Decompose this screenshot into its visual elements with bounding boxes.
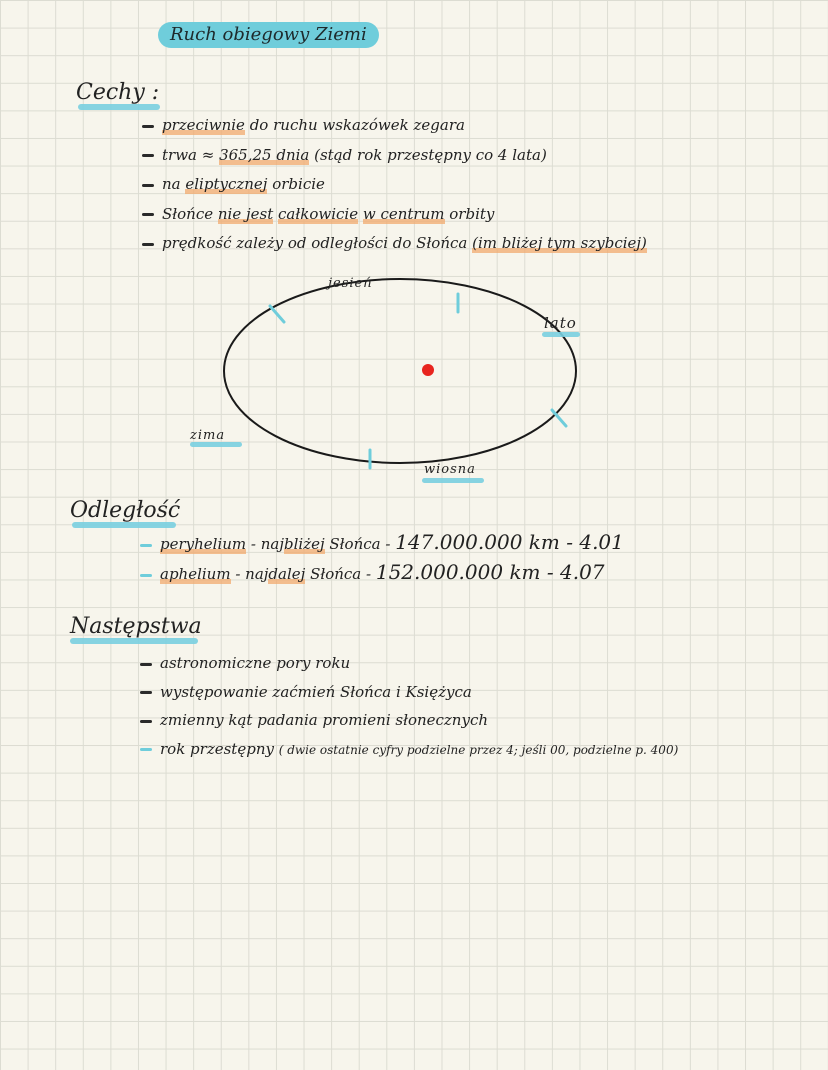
season-underline	[542, 332, 580, 337]
text-segment: - naj	[230, 565, 269, 583]
bullet-dash	[140, 748, 152, 751]
list-item	[140, 654, 350, 672]
text-segment: występowanie zaćmień Słońca i Księżyca	[160, 682, 472, 701]
list-item	[140, 530, 624, 554]
season-label-lato: lato	[544, 314, 577, 332]
bullet-dash	[140, 574, 152, 577]
text-segment: na	[162, 175, 186, 193]
text-segment: zmienny kąt padania promieni słonecznych	[160, 711, 489, 729]
text-segment: eliptycznej	[185, 175, 268, 193]
sun-dot	[422, 364, 434, 376]
text-segment: do ruchu wskazówek zegara	[244, 116, 465, 134]
text-segment: bliżej	[284, 535, 325, 553]
season-label-wiosna: wiosna	[424, 462, 476, 477]
list-item	[140, 740, 678, 758]
bullet-dash	[142, 125, 154, 128]
page-title: Ruch obiegowy Ziemi	[158, 22, 379, 48]
season-label-zima: zima	[190, 428, 226, 443]
text-segment: 147.000.000 km - 4.01	[395, 530, 624, 554]
bullet-dash	[140, 663, 152, 666]
text-segment: dalej	[268, 565, 306, 583]
bullet-dash	[140, 720, 152, 723]
orbit-diagram	[180, 270, 620, 500]
text-segment: 365,25 dnia	[219, 145, 310, 164]
list-item	[140, 711, 488, 729]
text-segment: (im bliżej tym szybciej)	[472, 234, 647, 252]
bullet-dash	[142, 154, 154, 157]
orbit-tick-spring	[552, 410, 566, 426]
text-segment: orbicie	[267, 175, 325, 193]
text-segment: astronomiczne pory roku	[160, 654, 351, 672]
bullet-dash	[140, 544, 152, 547]
season-underline	[422, 478, 484, 483]
orbit-ellipse	[224, 279, 576, 463]
text-segment: 152.000.000 km - 4.07	[375, 560, 605, 584]
text-segment: Słońca -	[305, 565, 376, 583]
text-segment: nie jest	[217, 204, 274, 223]
text-segment: prędkość zależy od odległości do Słońca	[162, 234, 473, 252]
heading-cechy: Cechy :	[76, 80, 160, 105]
list-item	[140, 560, 605, 584]
list-item	[140, 683, 472, 701]
bullet-dash	[142, 213, 154, 216]
bullet-dash	[142, 184, 154, 187]
bullet-dash	[142, 243, 154, 246]
text-segment: przeciwnie	[162, 116, 245, 134]
text-segment: całkowicie	[278, 204, 359, 223]
text-segment: w centrum	[362, 204, 445, 223]
heading-odleglosc: Odległość	[70, 498, 181, 523]
text-segment: ( dwie ostatnie cyfry podzielne przez 4; jeśli 00, podzielne p. 400)	[278, 742, 679, 757]
text-segment: orbity	[444, 204, 495, 223]
heading-nastepstwa: Następstwa	[70, 614, 202, 639]
list-item	[142, 234, 647, 252]
text-segment: aphelium	[160, 565, 231, 583]
text-segment: - naj	[246, 535, 284, 553]
list-item	[142, 175, 325, 193]
text-segment: trwa ≈	[162, 145, 220, 164]
text-segment: peryhelium	[160, 535, 247, 553]
list-item	[142, 116, 465, 134]
list-item	[142, 205, 494, 223]
text-segment: rok przestępny	[160, 739, 279, 758]
orbit-tick-autumn	[270, 306, 284, 322]
list-item	[142, 146, 547, 164]
season-label-jesien: jesień	[328, 276, 373, 291]
text-segment: Słońce	[162, 204, 218, 223]
text-segment: (stąd rok przestępny co 4 lata)	[309, 145, 547, 164]
bullet-dash	[140, 691, 152, 694]
text-segment: Słońca -	[324, 535, 396, 553]
